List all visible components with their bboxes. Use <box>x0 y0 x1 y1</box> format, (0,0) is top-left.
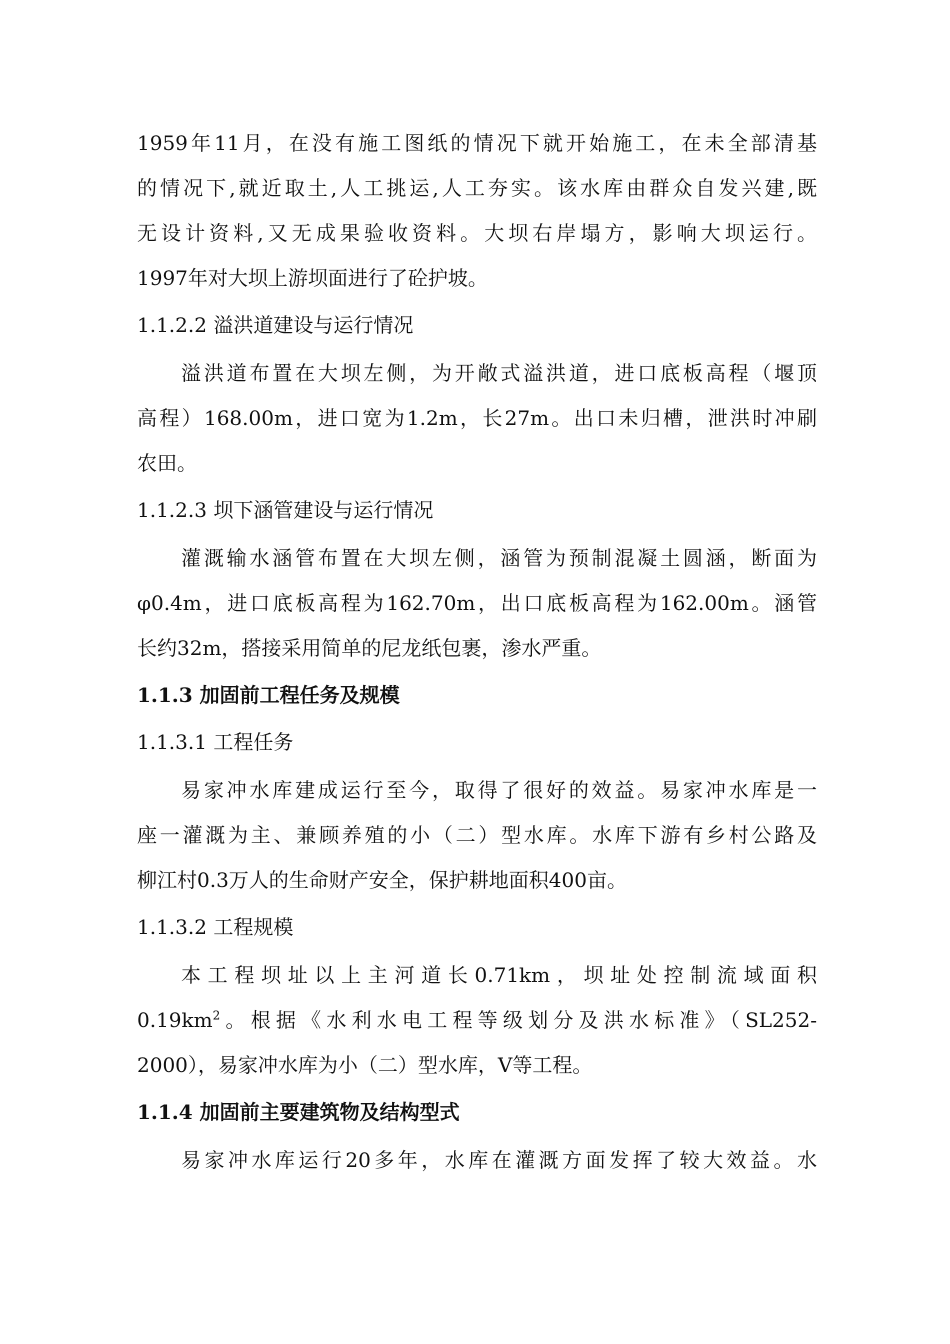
paragraph-text: 。根据《水利水电工程等级划分及洪水标准》（SL252- <box>220 1008 817 1032</box>
paragraph-line <box>137 1005 817 1035</box>
paragraph-line: 的情况下,就近取土,人工挑运,人工夯实。该水库由群众自发兴建,既 <box>137 176 817 200</box>
paragraph-line: 易家冲水库建成运行至今，取得了很好的效益。易家冲水库是一 <box>181 778 817 802</box>
paragraph-line: 灌溉输水涵管布置在大坝左侧，涵管为预制混凝土圆涵，断面为 <box>181 546 817 570</box>
section-heading: 1.1.3.2 工程规模 <box>137 915 294 939</box>
chapter-heading: 1.1.4 加固前主要建筑物及结构型式 <box>137 1100 460 1124</box>
paragraph-line: 高程）168.00m，进口宽为1.2m，长27m。出口未归槽，泄洪时冲刷 <box>137 406 817 430</box>
section-heading: 1.1.3.1 工程任务 <box>137 730 294 754</box>
paragraph-line: φ0.4m，进口底板高程为162.70m，出口底板高程为162.00m。涵管 <box>137 591 817 615</box>
paragraph-line: 1959年11月，在没有施工图纸的情况下就开始施工，在未全部清基 <box>137 131 817 155</box>
paragraph-line: 本工程坝址以上主河道长0.71km，坝址处控制流域面积 <box>181 963 817 987</box>
section-heading: 1.1.2.2 溢洪道建设与运行情况 <box>137 313 414 337</box>
paragraph-line: 2000），易家冲水库为小（二）型水库，V等工程。 <box>137 1053 593 1077</box>
paragraph-line: 易家冲水库运行20多年，水库在灌溉方面发挥了较大效益。水 <box>181 1148 817 1172</box>
paragraph-line: 溢洪道布置在大坝左侧，为开敞式溢洪道，进口底板高程（堰顶 <box>181 361 817 385</box>
paragraph-line: 长约32m，搭接采用简单的尼龙纸包裹，渗水严重。 <box>137 636 602 660</box>
paragraph-line: 柳江村0.3万人的生命财产安全，保护耕地面积400亩。 <box>137 868 627 892</box>
paragraph-line: 座一灌溉为主、兼顾养殖的小（二）型水库。水库下游有乡村公路及 <box>137 823 817 847</box>
chapter-heading: 1.1.3 加固前工程任务及规模 <box>137 683 400 707</box>
area-value: 0.19km <box>137 1008 213 1032</box>
section-heading: 1.1.2.3 坝下涵管建设与运行情况 <box>137 498 434 522</box>
superscript: 2 <box>212 1008 221 1023</box>
paragraph-line: 农田。 <box>137 451 197 475</box>
paragraph-line: 1997年对大坝上游坝面进行了砼护坡。 <box>137 266 488 290</box>
paragraph-line: 无设计资料,又无成果验收资料。大坝右岸塌方，影响大坝运行。 <box>137 221 817 245</box>
